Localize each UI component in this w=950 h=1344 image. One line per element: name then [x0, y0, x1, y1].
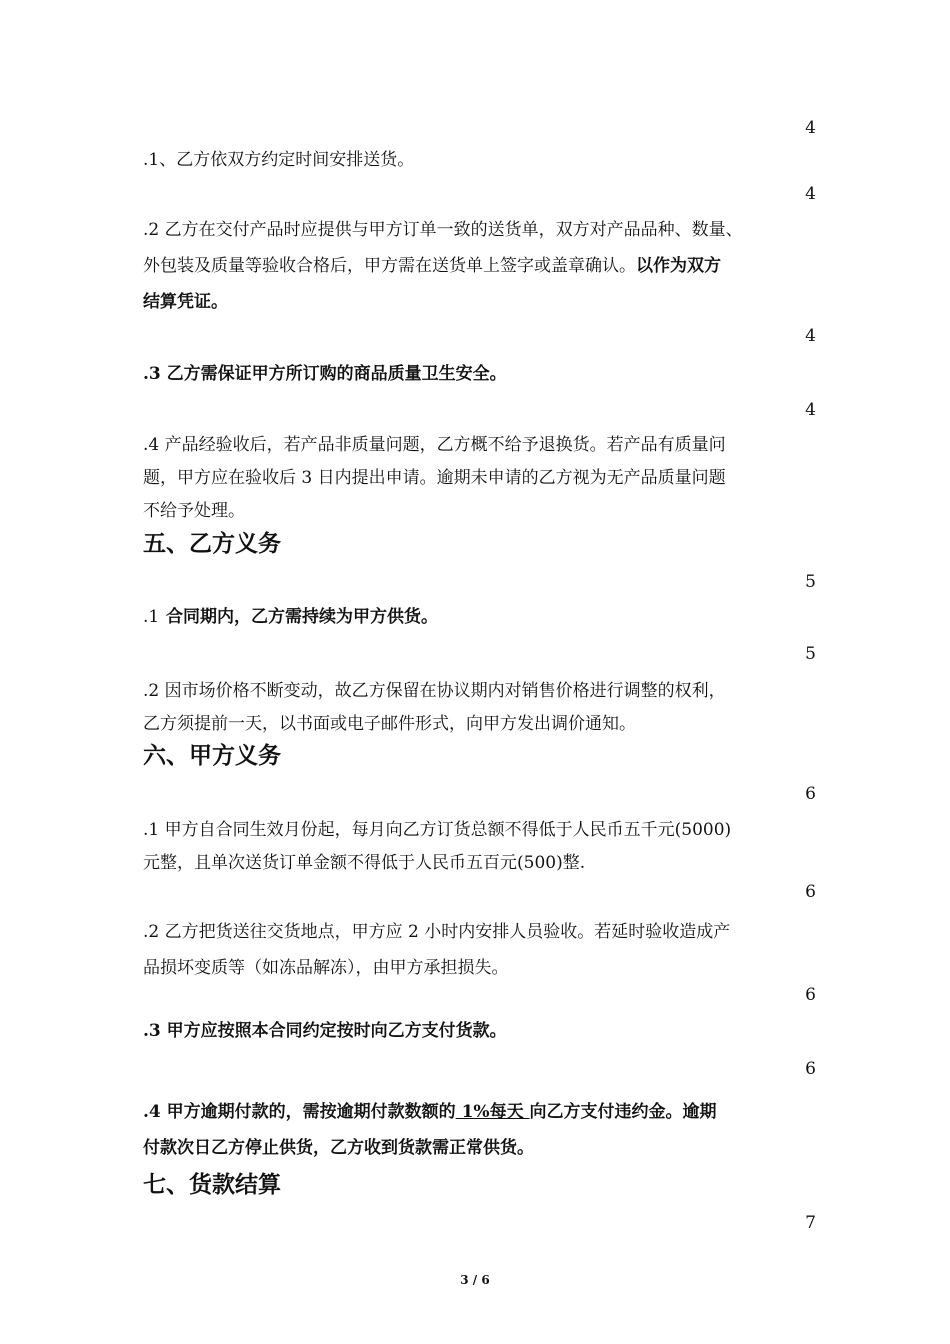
section-heading: 六、甲方义务 — [143, 742, 281, 769]
clause-line: .1 甲方自合同生效月份起，每月向乙方订货总额不得低于人民币五千元(5000) — [143, 820, 732, 840]
clause-4-1 — [143, 148, 823, 172]
clause-4-2 — [143, 212, 823, 320]
clause-6-1 — [143, 814, 823, 880]
clause-6-3 — [143, 1019, 823, 1043]
clause-number: 4 — [805, 118, 816, 138]
clause-text: .4 甲方逾期付款的，需按逾期付款数额的 — [143, 1102, 456, 1122]
clause-5-1-text — [166, 605, 816, 629]
clause-line: .3 乙方需保证甲方所订购的商品质量卫生安全。 — [143, 364, 507, 384]
clause-number: 4 — [805, 184, 816, 204]
clause-line: .4 产品经验收后，若产品非质量问题，乙方概不给予退换货。若产品有质量问 — [143, 435, 726, 455]
clause-number: 6 — [805, 1059, 816, 1079]
clause-text: 向乙方支付违约金。逾期 — [529, 1102, 717, 1122]
clause-4-4 — [143, 429, 823, 528]
clause-line: .2 因市场价格不断变动，故乙方保留在协议期内对销售价格进行调整的权利， — [143, 681, 726, 701]
clause-number: 5 — [805, 644, 816, 664]
clause-text: 外包装及质量等验收合格后，甲方需在送货单上签字或盖章确认。 — [143, 256, 636, 276]
clause-line: .2 乙方把货送往交货地点，甲方应 2 小时内安排人员验收。若延时验收造成产 — [143, 922, 731, 942]
clause-number: 6 — [805, 882, 816, 902]
clause-number: 7 — [805, 1213, 816, 1233]
clause-line: .3 甲方应按照本合同约定按时向乙方支付货款。 — [143, 1021, 507, 1041]
clause-line: .2 乙方在交付产品时应提供与甲方订单一致的送货单，双方对产品品种、数量、 — [143, 220, 743, 240]
clause-line: 不给予处理。 — [143, 501, 245, 521]
clause-number: 5 — [805, 572, 816, 592]
clause-text-bold: 以作为双方 — [636, 256, 721, 276]
clause-line: 品损坏变质等（如冻品解冻），由甲方承担损失。 — [143, 958, 509, 978]
clause-line: 乙方须提前一天，以书面或电子邮件形式，向甲方发出调价通知。 — [143, 714, 636, 734]
clause-line: .1、乙方依双方约定时间安排送货。 — [143, 150, 415, 170]
clause-line — [143, 1094, 823, 1130]
late-fee-rate: 1%每天 — [455, 1102, 530, 1122]
section-heading: 五、乙方义务 — [143, 530, 281, 557]
clause-line: 结算凭证。 — [143, 292, 228, 312]
clause-line — [143, 248, 823, 284]
clause-4-3 — [143, 362, 823, 386]
clause-number: 6 — [805, 985, 816, 1005]
clause-line: 元整，且单次送货订单金额不得低于人民币五百元(500)整. — [143, 853, 586, 873]
section-heading: 七、货款结算 — [143, 1171, 281, 1198]
clause-number: 4 — [805, 326, 816, 346]
clause-5-2 — [143, 675, 823, 741]
clause-number: 6 — [805, 784, 816, 804]
page-number: 3 / 6 — [460, 1273, 490, 1287]
clause-line: 合同期内，乙方需持续为甲方供货。 — [166, 607, 438, 627]
clause-6-2 — [143, 914, 823, 986]
clause-6-4 — [143, 1094, 823, 1166]
clause-text: .1 — [143, 607, 160, 627]
clause-number: 4 — [805, 400, 816, 420]
clause-line: 付款次日乙方停止供货，乙方收到货款需正常供货。 — [143, 1138, 534, 1158]
clause-line: 题，甲方应在验收后 3 日内提出申请。逾期未申请的乙方视为无产品质量问题 — [143, 468, 726, 488]
